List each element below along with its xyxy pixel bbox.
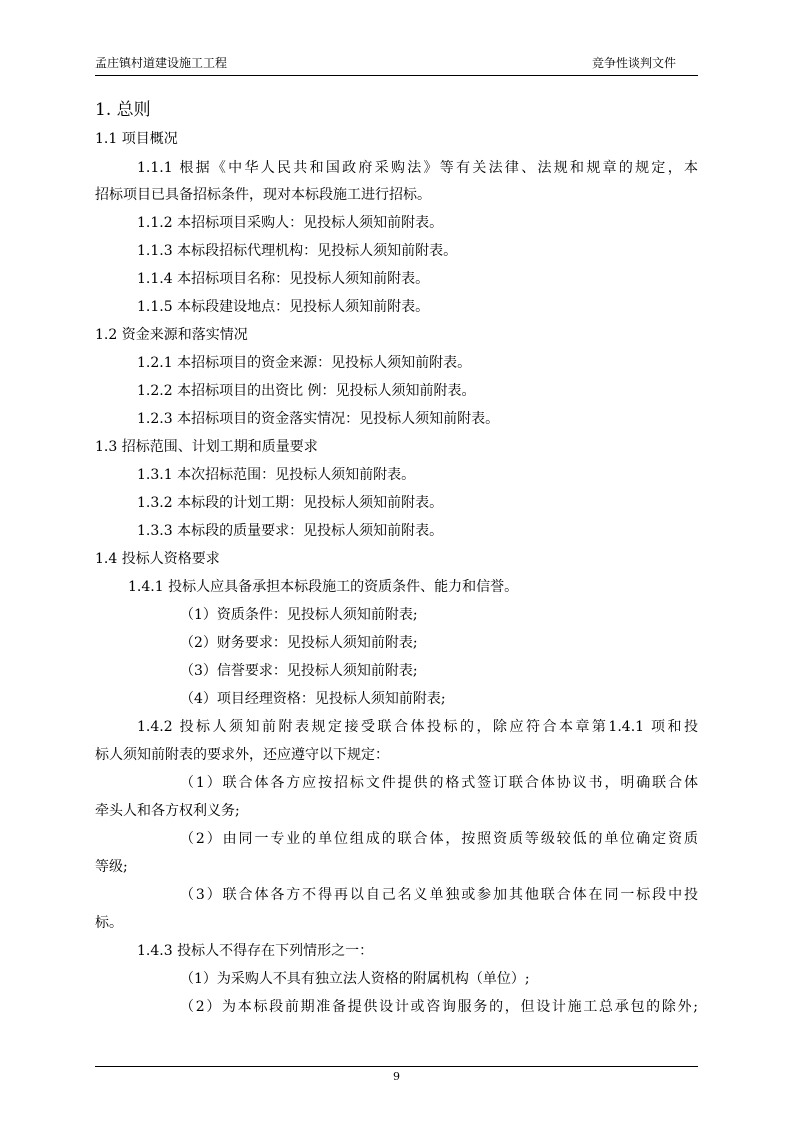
- section-1-3-title: 1.3 招标范围、计划工期和质量要求: [95, 439, 318, 455]
- para-1-4-2-line1: 1.4.2 投标人须知前附表规定接受联合体投标的，除应符合本章第1.4.1 项和投: [137, 719, 698, 735]
- item-1-4-1-2: （2）财务要求：见投标人须知前附表;: [180, 635, 418, 651]
- item-1-4-2-1-line1: （1）联合体各方应按招标文件提供的格式签订联合体协议书，明确联合体: [180, 775, 698, 791]
- item-1-4-1-3: （3）信誉要求：见投标人须知前附表;: [180, 663, 418, 679]
- item-1-4-2-3-line1: （3）联合体各方不得再以自己名义单独或参加其他联合体在同一标段中投: [180, 887, 698, 903]
- para-1-1-4: 1.1.4 本招标项目名称：见投标人须知前附表。: [137, 271, 430, 287]
- para-1-4-1: 1.4.1 投标人应具备承担本标段施工的资质条件、能力和信誉。: [128, 579, 519, 595]
- item-1-4-3-2: （2）为本标段前期准备提供设计或咨询服务的，但设计施工总承包的除外;: [180, 999, 698, 1015]
- para-1-1-2: 1.1.2 本招标项目采购人：见投标人须知前附表。: [137, 215, 444, 231]
- section-1-4-title: 1.4 投标人资格要求: [95, 551, 220, 567]
- item-1-4-2-3-line2: 标。: [95, 915, 123, 931]
- para-1-3-3: 1.3.3 本标段的质量要求：见投标人须知前附表。: [137, 523, 444, 539]
- para-1-1-1-line1: 1.1.1 根据《中华人民共和国政府采购法》等有关法律、法规和规章的规定，本: [137, 160, 698, 176]
- page-header-left: 孟庄镇村道建设施工工程: [95, 56, 228, 70]
- para-1-3-2: 1.3.2 本标段的计划工期：见投标人须知前附表。: [137, 495, 444, 511]
- para-1-2-1: 1.2.1 本招标项目的资金来源：见投标人须知前附表。: [137, 355, 472, 371]
- para-1-4-2-line2: 标人须知前附表的要求外，还应遵守以下规定：: [95, 747, 389, 763]
- footer-rule: [95, 1066, 698, 1067]
- para-1-1-1-line2: 招标项目已具备招标条件，现对本标段施工进行招标。: [95, 187, 431, 203]
- item-1-4-2-2-line2: 等级;: [95, 859, 128, 875]
- heading-general: 1. 总则: [95, 100, 151, 120]
- page-number: 9: [393, 1070, 400, 1083]
- item-1-4-2-1-line2: 牵头人和各方权利义务;: [95, 803, 240, 819]
- para-1-3-1: 1.3.1 本次招标范围：见投标人须知前附表。: [137, 467, 416, 483]
- item-1-4-3-1: （1）为采购人不具有独立法人资格的附属机构（单位）;: [180, 971, 530, 987]
- para-1-2-2: 1.2.2 本招标项目的出资比 例：见投标人须知前附表。: [137, 383, 476, 399]
- para-1-4-3: 1.4.3 投标人不得存在下列情形之一：: [137, 943, 374, 959]
- para-1-1-5: 1.1.5 本标段建设地点：见投标人须知前附表。: [137, 299, 430, 315]
- section-1-1-title: 1.1 项目概况: [95, 131, 178, 147]
- section-1-2-title: 1.2 资金来源和落实情况: [95, 327, 248, 343]
- item-1-4-2-2-line1: （2）由同一专业的单位组成的联合体，按照资质等级较低的单位确定资质: [180, 831, 698, 847]
- header-rule: [95, 75, 698, 76]
- item-1-4-1-1: （1）资质条件：见投标人须知前附表;: [180, 607, 418, 623]
- item-1-4-1-4: （4）项目经理资格：见投标人须知前附表;: [180, 691, 446, 707]
- para-1-2-3: 1.2.3 本招标项目的资金落实情况：见投标人须知前附表。: [137, 411, 500, 427]
- para-1-1-3: 1.1.3 本标段招标代理机构：见投标人须知前附表。: [137, 243, 458, 259]
- page-header-right: 竞争性谈判文件: [591, 56, 676, 70]
